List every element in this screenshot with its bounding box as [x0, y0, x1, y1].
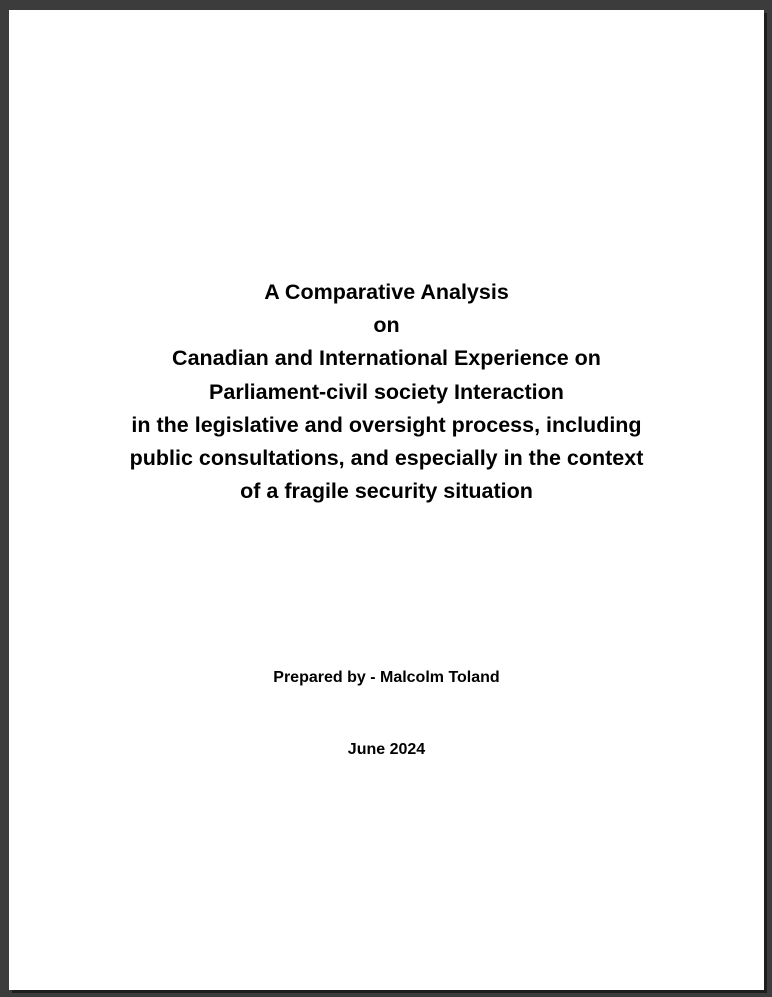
title-line: Parliament-civil society Interaction [209, 379, 564, 404]
document-date: June 2024 [347, 741, 426, 758]
title-line: A Comparative Analysis [264, 280, 509, 304]
title-line: on [373, 313, 400, 338]
document-page [9, 10, 764, 990]
document-title [9, 276, 764, 508]
title-line: in the legislative and oversight process, including [131, 412, 642, 437]
title-line: public consultations, and especially in the context [129, 446, 644, 471]
title-line: of a fragile security situation [240, 479, 533, 504]
title-line: Canadian and International Experience on [172, 346, 601, 371]
author-line: Prepared by - Malcolm Toland [273, 669, 500, 686]
